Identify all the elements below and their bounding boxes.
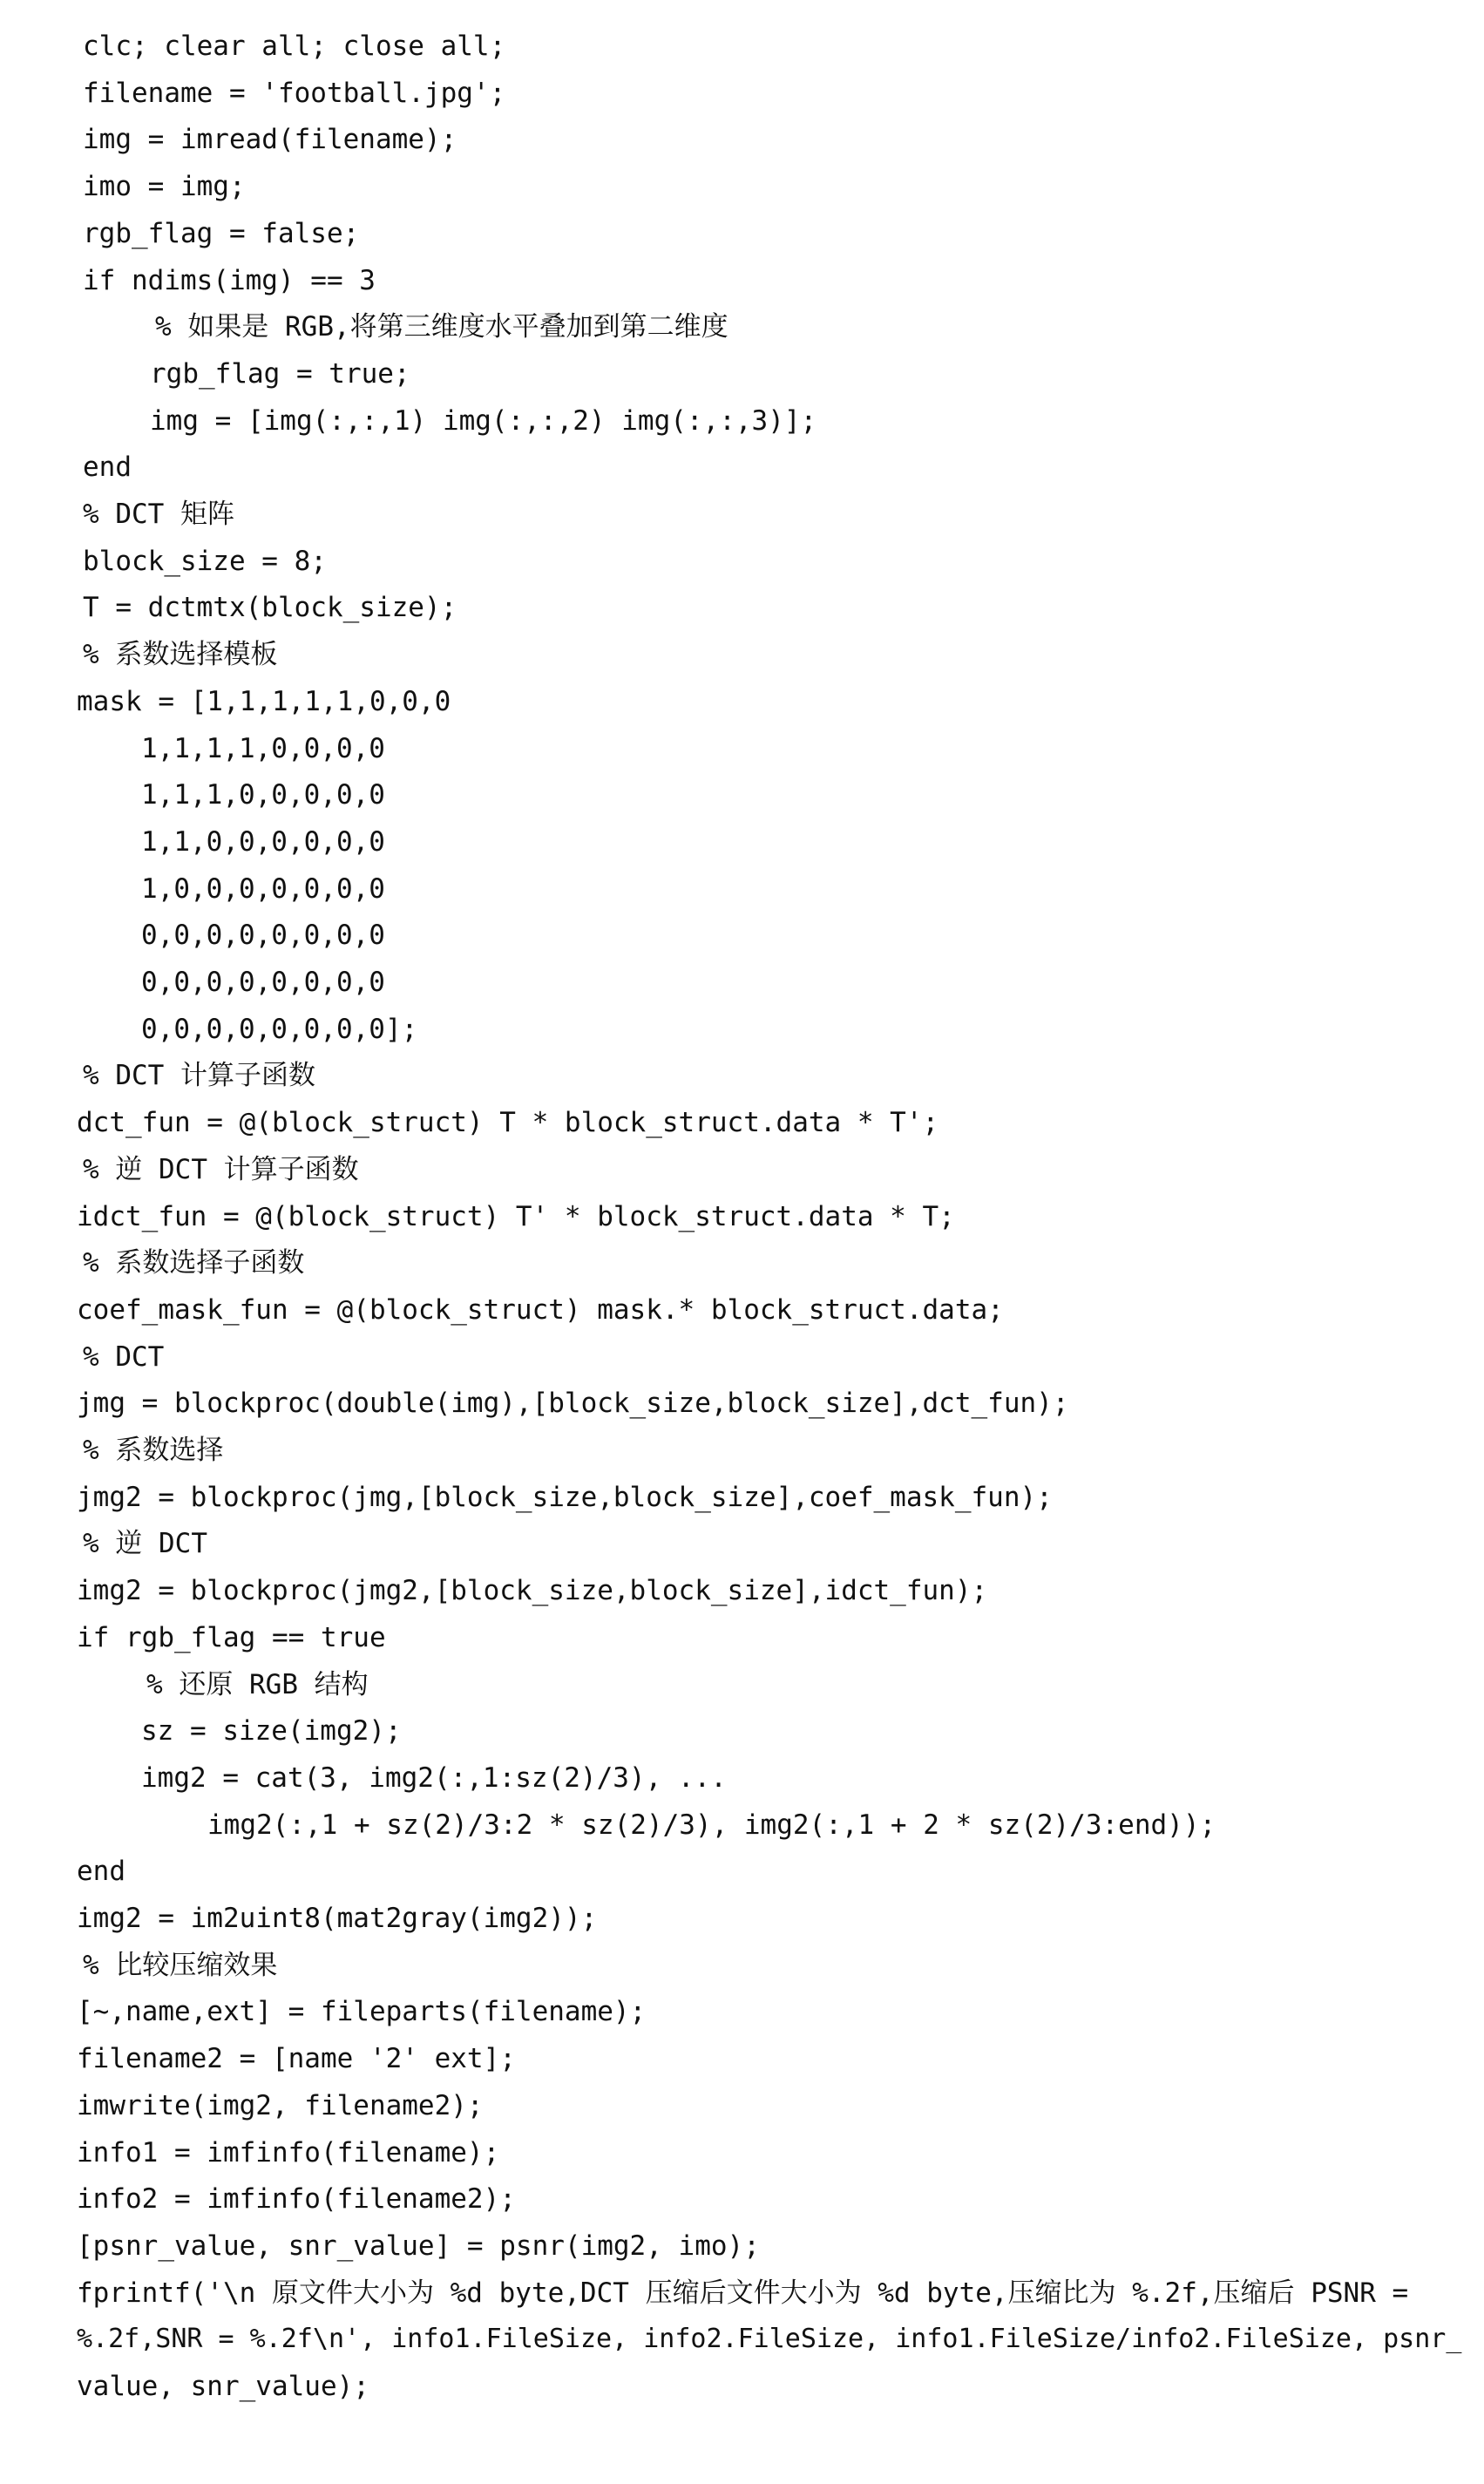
code-line: % 如果是 RGB,将第三维度水平叠加到第二维度 — [155, 311, 728, 343]
code-line: sz = size(img2); — [141, 1715, 402, 1747]
code-line: % DCT 矩阵 — [83, 499, 234, 530]
code-line: img2(:,1 + sz(2)/3:2 * sz(2)/3), img2(:,1 + 2 * sz(2)/3:end)); — [207, 1809, 1216, 1841]
code-line: 0,0,0,0,0,0,0,0 — [141, 920, 385, 951]
code-line: imwrite(img2, filename2); — [77, 2090, 484, 2121]
code-line: info2 = imfinfo(filename2); — [77, 2183, 516, 2215]
code-line: % 系数选择模板 — [83, 639, 278, 670]
code-line: % DCT 计算子函数 — [83, 1060, 315, 1091]
code-line: % 还原 RGB 结构 — [146, 1669, 369, 1700]
code-line: img2 = blockproc(jmg2,[block_size,block_size],idct_fun); — [77, 1575, 988, 1606]
code-line: img2 = cat(3, img2(:,1:sz(2)/3), ... — [141, 1762, 727, 1794]
code-line: 1,1,0,0,0,0,0,0 — [141, 826, 385, 858]
code-line: % 逆 DCT 计算子函数 — [83, 1154, 359, 1185]
code-line: img2 = im2uint8(mat2gray(img2)); — [77, 1903, 598, 1934]
code-line: T = dctmtx(block_size); — [83, 592, 457, 623]
code-line: clc; clear all; close all; — [83, 31, 506, 62]
code-line: [~,name,ext] = fileparts(filename); — [77, 1996, 647, 2027]
code-line: % DCT — [83, 1341, 165, 1373]
code-line: idct_fun = @(block_struct) T' * block_struct.data * T; — [77, 1201, 955, 1232]
code-line: fprintf('\n 原文件大小为 %d byte,DCT 压缩后文件大小为 %d byte,压缩比为 %.2f,压缩后 PSNR = — [77, 2277, 1409, 2309]
code-line: block_size = 8; — [83, 546, 327, 577]
code-line: % 系数选择子函数 — [83, 1247, 305, 1279]
code-line: jmg2 = blockproc(jmg,[block_size,block_size],coef_mask_fun); — [77, 1482, 1053, 1513]
code-line: end — [83, 451, 132, 483]
code-line: value, snr_value); — [77, 2371, 369, 2402]
code-line: 0,0,0,0,0,0,0,0]; — [141, 1014, 418, 1045]
code-line: rgb_flag = true; — [150, 358, 410, 390]
code-line: filename = 'football.jpg'; — [83, 78, 506, 109]
code-line: end — [77, 1856, 125, 1887]
code-line: 1,1,1,1,0,0,0,0 — [141, 733, 385, 764]
code-line: % 逆 DCT — [83, 1528, 207, 1559]
code-line: 1,0,0,0,0,0,0,0 — [141, 873, 385, 905]
code-line: img = imread(filename); — [83, 124, 457, 155]
code-line: filename2 = [name '2' ext]; — [77, 2043, 516, 2074]
code-line: imo = img; — [83, 171, 246, 202]
code-line: coef_mask_fun = @(block_struct) mask.* block_struct.data; — [77, 1294, 1004, 1326]
code-line: %.2f,SNR = %.2f\n', info1.FileSize, info2.FileSize, info1.FileSize/info2.FileSize, psnr_ — [77, 2324, 1462, 2354]
code-line: % 系数选择 — [83, 1435, 224, 1466]
code-line: info1 = imfinfo(filename); — [77, 2137, 500, 2168]
code-line: dct_fun = @(block_struct) T * block_struct.data * T'; — [77, 1107, 939, 1138]
code-line: 0,0,0,0,0,0,0,0 — [141, 967, 385, 998]
code-line: % 比较压缩效果 — [83, 1950, 278, 1981]
code-line: [psnr_value, snr_value] = psnr(img2, imo); — [77, 2230, 760, 2262]
code-line: if ndims(img) == 3 — [83, 265, 376, 296]
code-line: mask = [1,1,1,1,1,0,0,0 — [77, 686, 451, 717]
code-line: if rgb_flag == true — [77, 1622, 386, 1653]
code-line: 1,1,1,0,0,0,0,0 — [141, 779, 385, 811]
code-line: rgb_flag = false; — [83, 218, 360, 249]
code-line: img = [img(:,:,1) img(:,:,2) img(:,:,3)]; — [150, 405, 817, 437]
code-line: jmg = blockproc(double(img),[block_size,block_size],dct_fun); — [77, 1388, 1069, 1419]
